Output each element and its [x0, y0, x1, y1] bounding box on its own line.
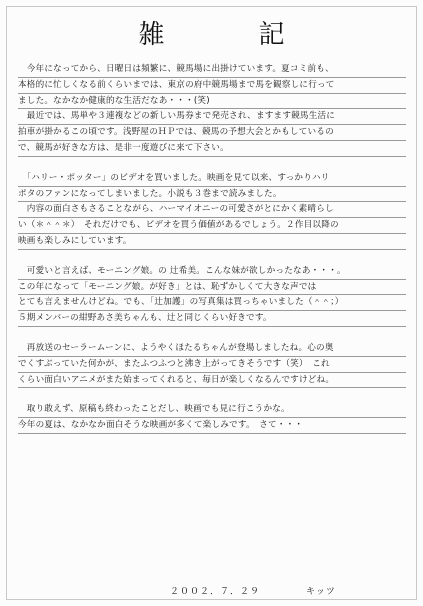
text-line: 再放送のセーラームーンに、ようやくほたるちゃんが登場しましたね。心の奥	[18, 341, 406, 357]
text-line: ポタのファンになってしまいました。小説も３巻まで読みました。	[18, 187, 406, 203]
page-title: 雑 記	[138, 20, 319, 50]
text-line: 最近では、馬単や３連複などの新しい馬券まで発売され、ますます競馬生活に	[18, 109, 406, 125]
text-line: 取り敢えず、原稿も終わったことだし、映画でも見に行こうかな。	[18, 402, 406, 418]
text-line: で、競馬が好きな方は、是非一度遊びに来て下さい。	[18, 141, 406, 157]
text-line: い（＊＾＾＊） それだけでも、ビデオを買う価値があるでしょう。２作目以降の	[18, 218, 406, 234]
text-line: 本格的に忙しくなる前くらいまでは、東京の府中競馬場まで馬を観察しに行って	[18, 78, 406, 94]
text-line: 拍車が掛かるこの頃です。浅野屋のＨＰでは、競馬の予想大会とかもしているの	[18, 125, 406, 141]
signature-line	[170, 584, 336, 597]
paragraph	[18, 62, 406, 157]
date: ２００２．７．２９	[170, 587, 261, 597]
author-name: キッツ	[306, 587, 336, 597]
text-line: この年になって「モーニング娘。が好き」とは、恥ずかしくて大きな声では	[18, 280, 406, 296]
text-line: ５期メンバーの紺野あさ美ちゃんも、辻と同じくらい好きです。	[18, 311, 406, 327]
paragraph	[18, 341, 406, 388]
text-line: 映画も楽しみにしています。	[18, 234, 406, 250]
paragraph	[18, 171, 406, 250]
paragraph	[18, 402, 406, 434]
paragraph-gap	[18, 157, 406, 171]
text-line: 今年になってから、日曜日は頻繁に、競馬場に出掛けています。夏コミ前も、	[18, 62, 406, 78]
paragraph	[18, 264, 406, 327]
paragraph-gap	[18, 388, 406, 402]
document-body	[18, 62, 406, 434]
text-line: でくすぶっていた何かが、またふつふつと沸き上がってきそうです（笑） これ	[18, 357, 406, 373]
text-line: 内容の面白さもさることながら、ハーマイオニーの可愛さがとにかく素晴らし	[18, 202, 406, 218]
text-line: くらい面白いアニメがまた始まってくれると、毎日が楽しくなるんですけどね。	[18, 373, 406, 389]
paragraph-gap	[18, 250, 406, 264]
text-line: 可愛いと言えば、モーニング娘。の 辻希美。こんな妹が欲しかったなあ・・・。	[18, 264, 406, 280]
text-line: 今年の夏は、なかなか面白そうな映画が多くて楽しみです。 さて・・・	[18, 418, 406, 434]
text-line: とても言えませんけどね。でも、「辻加護」の写真集は買っちゃいました（＾＾；）	[18, 295, 406, 311]
text-line: ました。なかなか健康的な生活だなあ・・・(笑)	[18, 94, 406, 110]
text-line: 「ハリー・ポッター」のビデオを買いました。映画を見て以来、すっかりハリ	[18, 171, 406, 187]
paragraph-gap	[18, 327, 406, 341]
